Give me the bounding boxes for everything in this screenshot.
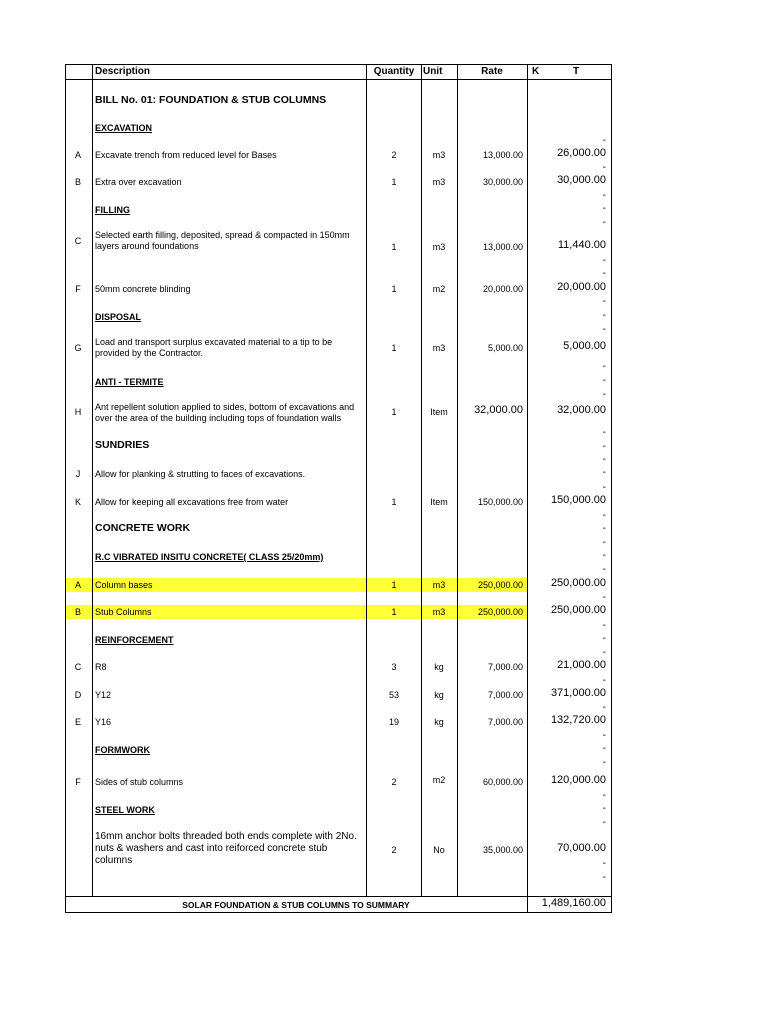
dash: - xyxy=(602,633,606,644)
item-description: R8 xyxy=(95,662,107,672)
item-total: 32,000.00 xyxy=(557,404,606,416)
item-label: C xyxy=(74,662,82,672)
border-top xyxy=(65,64,612,65)
item-unit: kg xyxy=(434,690,444,700)
header-quantity: Quantity xyxy=(373,66,415,77)
dash: - xyxy=(602,730,606,741)
border-bottom xyxy=(65,912,612,913)
item-description: Allow for planking & strutting to faces of excavations. xyxy=(95,469,306,479)
item-total: 250,000.00 xyxy=(550,577,606,589)
item-rate: 7,000.00 xyxy=(487,662,523,672)
dash: - xyxy=(602,482,606,493)
dash: - xyxy=(602,441,606,452)
item-description: 50mm concrete blinding xyxy=(95,284,191,294)
item-unit: m3 xyxy=(432,580,446,590)
dash: - xyxy=(602,537,606,548)
item-label: B xyxy=(74,177,81,187)
dash: - xyxy=(602,523,606,534)
header-t: T xyxy=(573,66,580,77)
summary-total: 1,489,160.00 xyxy=(541,897,606,909)
item-label: F xyxy=(75,777,81,787)
item-unit: Item xyxy=(430,497,448,507)
item-description: Ant repellent solution applied to sides, bottom of excavations and over the area of the building including tops of foundation walls xyxy=(95,402,355,423)
dash: - xyxy=(602,324,606,335)
heading-anti-termite: ANTI - TERMITE xyxy=(95,377,164,387)
item-description: Extra over excavation xyxy=(95,177,182,187)
item-quantity: 1 xyxy=(391,607,397,617)
item-unit: m3 xyxy=(432,343,446,353)
dash: - xyxy=(602,790,606,801)
item-label: B xyxy=(74,607,81,617)
heading-formwork: FORMWORK xyxy=(95,745,150,755)
item-total: 30,000.00 xyxy=(557,174,606,186)
item-description: Stub Columns xyxy=(95,607,152,617)
item-rate: 20,000.00 xyxy=(482,284,523,294)
item-rate: 13,000.00 xyxy=(482,242,523,252)
item-rate: 30,000.00 xyxy=(482,177,523,187)
item-total: 11,440.00 xyxy=(557,239,606,251)
item-quantity: 3 xyxy=(391,662,397,672)
dash: - xyxy=(602,310,606,321)
item-quantity: 1 xyxy=(391,177,397,187)
heading-filling: FILLING xyxy=(95,205,130,215)
col-line-quantity xyxy=(421,64,422,897)
item-unit: m3 xyxy=(432,177,446,187)
heading-rc-concrete: R.C VIBRATED INSITU CONCRETE( CLASS 25/20mm) xyxy=(95,552,324,562)
item-unit: Item xyxy=(430,407,448,417)
item-description: 16mm anchor bolts threaded both ends complete with 2No. nuts & washers and cast into reiforced concrete stub columns xyxy=(95,831,357,866)
item-quantity: 2 xyxy=(391,845,397,855)
heading-excavation: EXCAVATION xyxy=(95,123,153,133)
dash: - xyxy=(602,255,606,266)
dash: - xyxy=(602,203,606,214)
dash: - xyxy=(602,858,606,869)
header-description: Description xyxy=(95,66,151,77)
item-rate: 32,000.00 xyxy=(474,404,523,416)
item-unit: m2 xyxy=(432,284,446,294)
dash: - xyxy=(602,375,606,386)
header-k: K xyxy=(532,66,540,77)
item-label: G xyxy=(74,343,82,353)
item-rate: 150,000.00 xyxy=(477,497,523,507)
dash: - xyxy=(602,803,606,814)
item-total: 120,000.00 xyxy=(550,774,606,786)
item-quantity: 2 xyxy=(391,777,397,787)
dash: - xyxy=(602,135,606,146)
item-unit: m2 xyxy=(432,775,446,785)
item-unit: No xyxy=(433,845,445,855)
item-description: Y16 xyxy=(95,717,112,727)
item-quantity: 1 xyxy=(391,407,397,417)
dash: - xyxy=(602,296,606,307)
dash: - xyxy=(602,872,606,883)
item-description: Sides of stub columns xyxy=(95,777,184,787)
heading-reinforcement: REINFORCEMENT xyxy=(95,635,174,645)
item-rate: 60,000.00 xyxy=(482,777,523,787)
item-quantity: 1 xyxy=(391,343,397,353)
col-line-description xyxy=(366,64,367,897)
dash: - xyxy=(602,467,606,478)
dash: - xyxy=(602,675,606,686)
item-rate: 13,000.00 xyxy=(482,150,523,160)
dash: - xyxy=(602,162,606,173)
item-rate: 250,000.00 xyxy=(477,580,523,590)
item-quantity: 19 xyxy=(388,717,399,727)
item-total: 26,000.00 xyxy=(557,147,606,159)
item-rate: 35,000.00 xyxy=(482,845,523,855)
header-rate: Rate xyxy=(481,66,503,77)
item-rate: 5,000.00 xyxy=(487,343,523,353)
item-rate: 7,000.00 xyxy=(487,690,523,700)
item-quantity: 1 xyxy=(391,242,397,252)
item-unit: kg xyxy=(434,662,444,672)
dash: - xyxy=(602,510,606,521)
heading-steel-work: STEEL WORK xyxy=(95,805,155,815)
bill-title: BILL No. 01: FOUNDATION & STUB COLUMNS xyxy=(95,94,327,106)
summary-divider xyxy=(65,896,612,897)
item-total: 5,000.00 xyxy=(563,340,606,352)
item-description: Load and transport surplus excavated material to a tip to be provided by the Contractor. xyxy=(95,337,333,358)
item-unit: m3 xyxy=(432,607,446,617)
dash: - xyxy=(602,564,606,575)
header-unit: Unit xyxy=(423,66,443,77)
item-label: E xyxy=(74,717,81,727)
item-quantity: 1 xyxy=(391,580,397,590)
item-description: Allow for keeping all excavations free from water xyxy=(95,497,289,507)
item-label: A xyxy=(74,580,81,590)
dash: - xyxy=(602,702,606,713)
dash: - xyxy=(602,190,606,201)
item-description: Column bases xyxy=(95,580,153,590)
dash: - xyxy=(602,268,606,279)
item-unit: m3 xyxy=(432,242,446,252)
item-description: Y12 xyxy=(95,690,112,700)
item-label: J xyxy=(75,469,81,479)
item-total: 250,000.00 xyxy=(550,604,606,616)
item-total: 132,720.00 xyxy=(550,714,606,726)
item-rate: 250,000.00 xyxy=(477,607,523,617)
dash: - xyxy=(602,361,606,372)
item-description: Excavate trench from reduced level for Bases xyxy=(95,150,277,160)
dash: - xyxy=(602,647,606,658)
item-quantity: 1 xyxy=(391,497,397,507)
header-divider xyxy=(65,79,612,80)
col-line-label xyxy=(92,64,93,897)
dash: - xyxy=(602,389,606,400)
dash: - xyxy=(602,550,606,561)
heading-concrete-work: CONCRETE WORK xyxy=(95,522,191,534)
item-quantity: 53 xyxy=(388,690,399,700)
item-description: Selected earth filling, deposited, spread & compacted in 150mm layers around foundations xyxy=(95,230,350,251)
heading-sundries: SUNDRIES xyxy=(95,439,150,451)
item-quantity: 2 xyxy=(391,150,397,160)
item-label: D xyxy=(74,690,82,700)
item-label: A xyxy=(74,150,81,160)
dash: - xyxy=(602,454,606,465)
item-unit: kg xyxy=(434,717,444,727)
item-total: 371,000.00 xyxy=(550,687,606,699)
bill-of-quantities-sheet xyxy=(65,64,612,913)
heading-disposal: DISPOSAL xyxy=(95,312,142,322)
dash: - xyxy=(602,592,606,603)
summary-label: SOLAR FOUNDATION & STUB COLUMNS TO SUMMARY xyxy=(182,900,410,910)
item-label: C xyxy=(74,236,82,246)
col-line-unit xyxy=(457,64,458,897)
border-right xyxy=(611,64,612,913)
item-label: K xyxy=(74,497,81,507)
item-total: 150,000.00 xyxy=(550,494,606,506)
item-total: 20,000.00 xyxy=(557,281,606,293)
dash: - xyxy=(602,743,606,754)
dash: - xyxy=(602,757,606,768)
dash: - xyxy=(602,620,606,631)
dash: - xyxy=(602,217,606,228)
dash: - xyxy=(602,427,606,438)
item-total: 21,000.00 xyxy=(557,659,606,671)
item-unit: m3 xyxy=(432,150,446,160)
dash: - xyxy=(602,817,606,828)
item-rate: 7,000.00 xyxy=(487,717,523,727)
item-total: 70,000.00 xyxy=(557,842,606,854)
item-label: F xyxy=(75,284,81,294)
item-label: H xyxy=(74,407,82,417)
item-quantity: 1 xyxy=(391,284,397,294)
